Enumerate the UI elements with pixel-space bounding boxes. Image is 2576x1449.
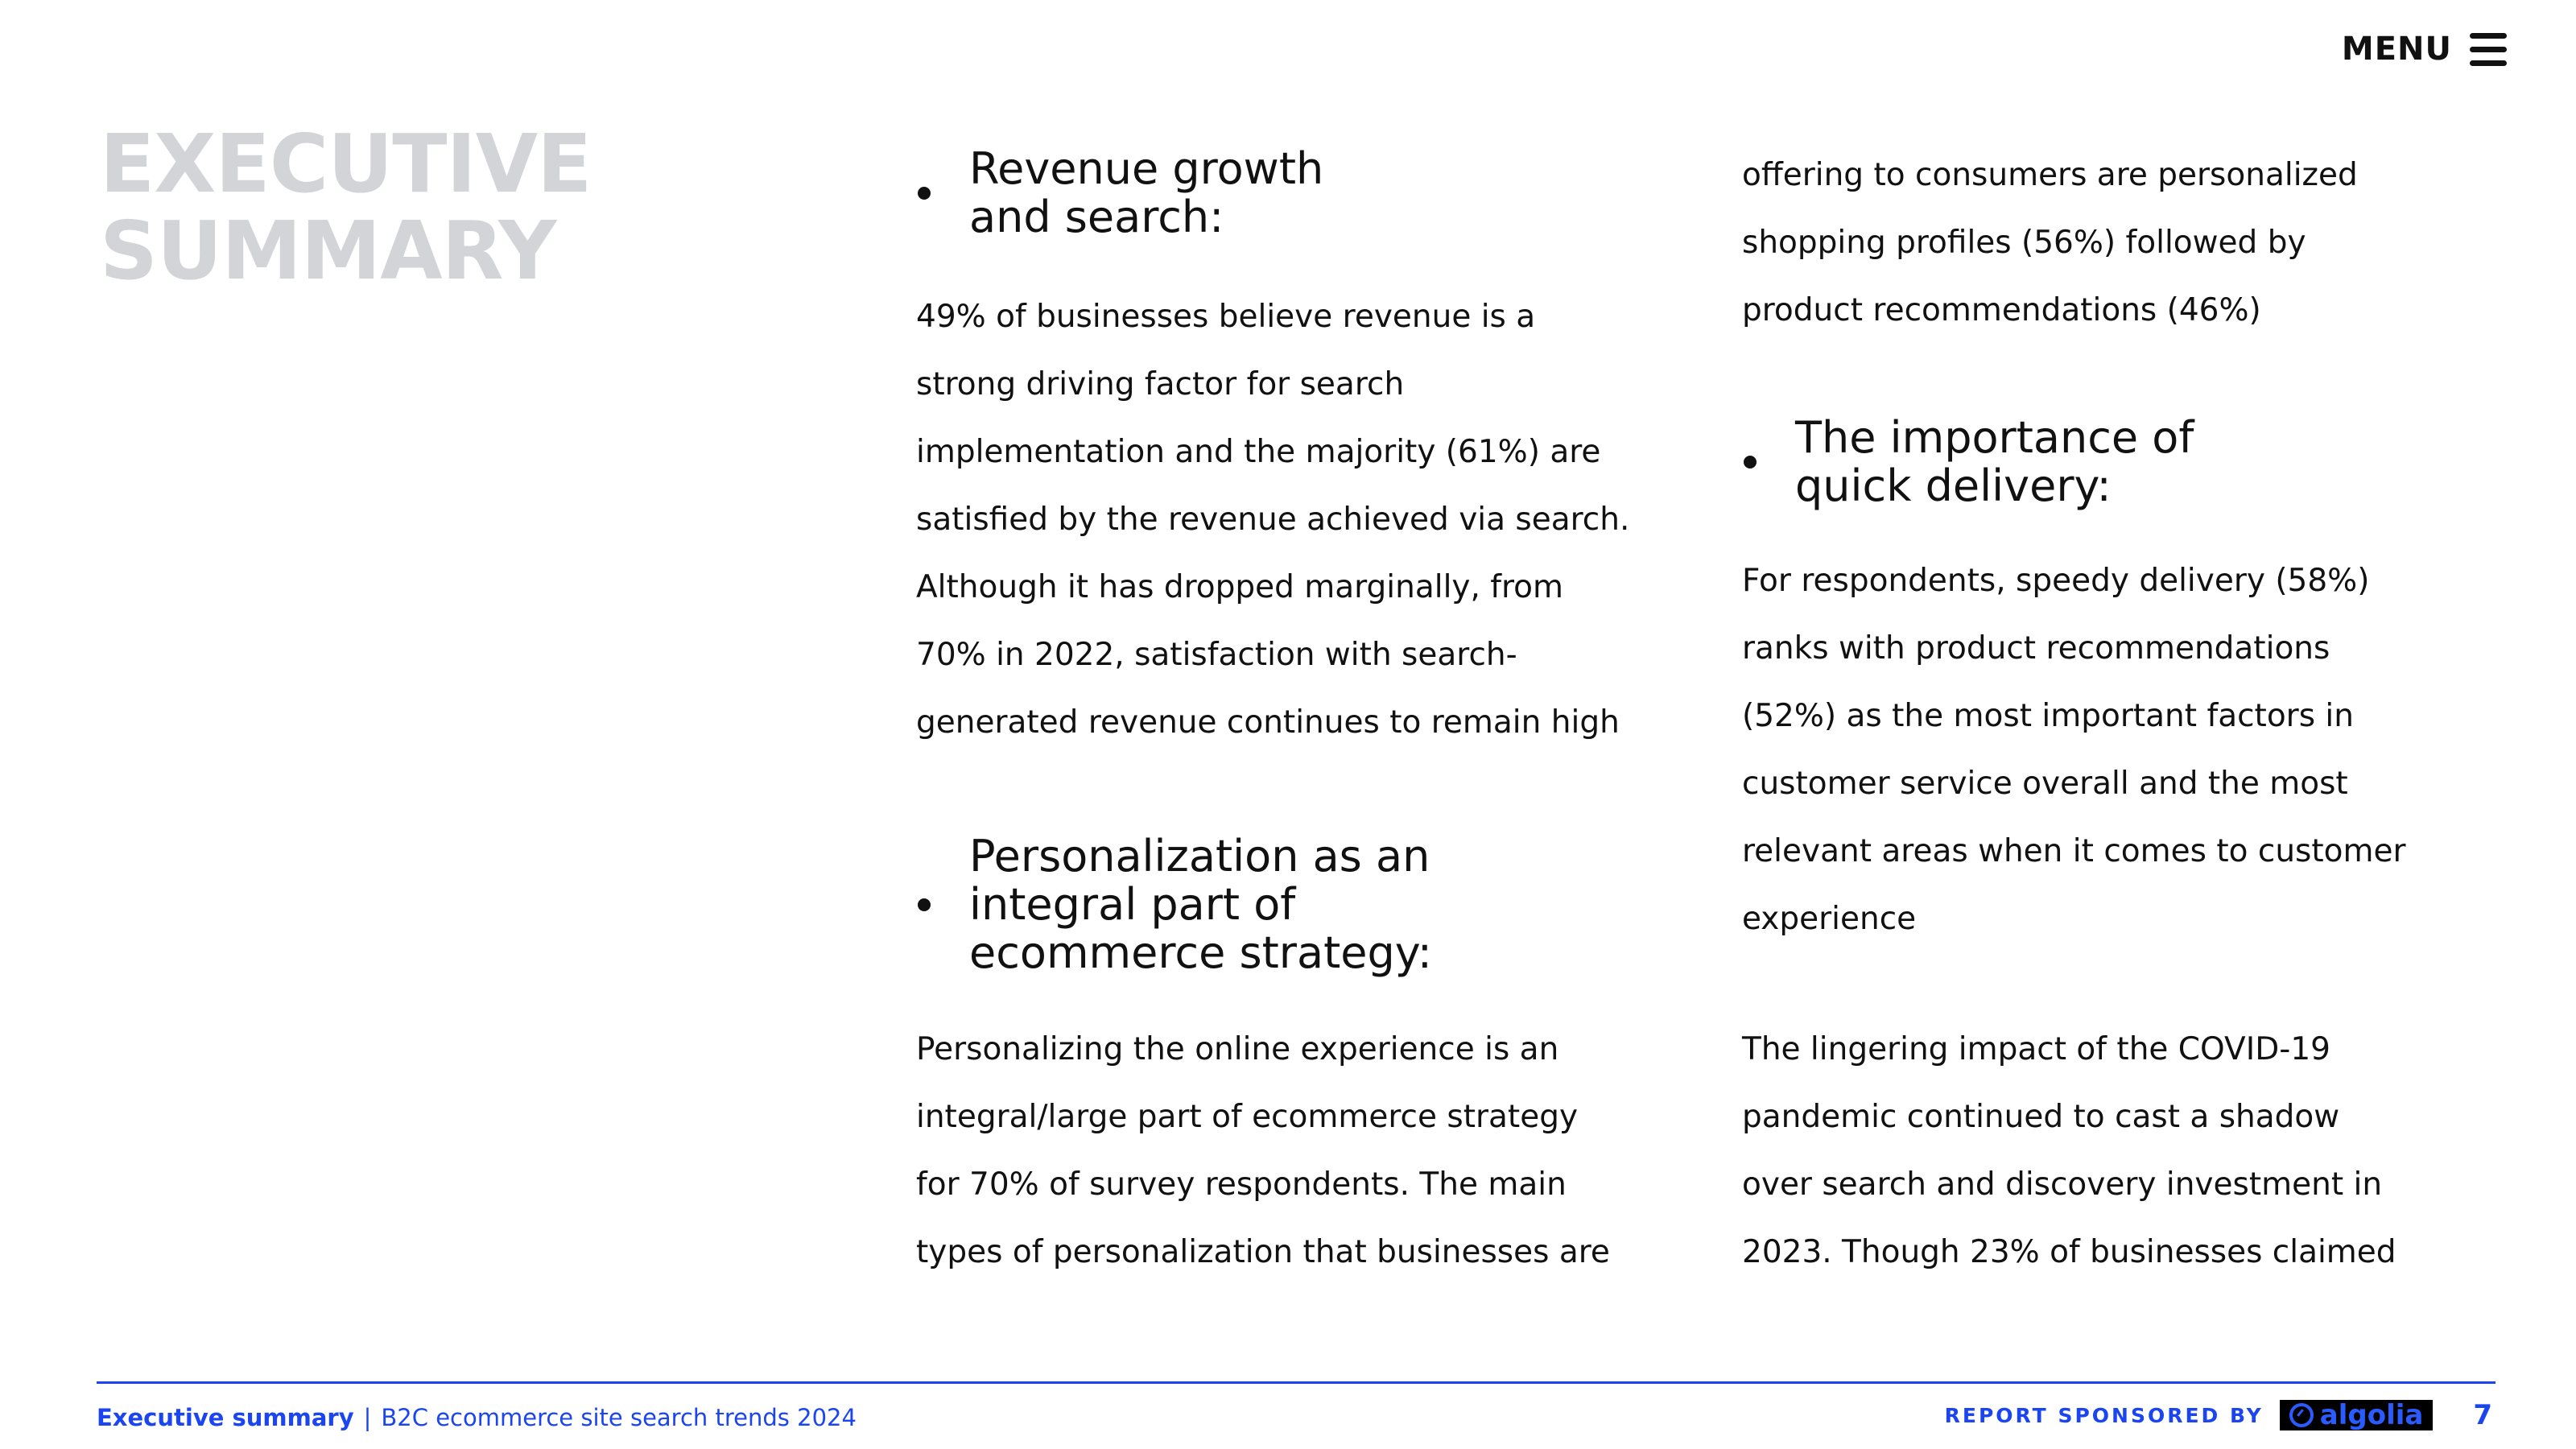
footer-report-title[interactable]: B2C ecommerce site search trends 2024 bbox=[381, 1404, 857, 1431]
body-line: product recommendations (46%) bbox=[1742, 292, 2261, 328]
body-line: over search and discovery investment in bbox=[1742, 1166, 2383, 1203]
section-body-revenue bbox=[916, 283, 1641, 757]
body-line: Personalizing the online experience is an bbox=[916, 1031, 1559, 1067]
page-title bbox=[100, 117, 592, 298]
body-line: experience bbox=[1742, 901, 1917, 937]
body-line: for 70% of survey respondents. The main bbox=[916, 1166, 1567, 1203]
section-body-covid bbox=[1742, 1016, 2434, 1286]
body-line: The lingering impact of the COVID-19 bbox=[1742, 1031, 2330, 1067]
section-body-personalization-continued bbox=[1742, 142, 2434, 345]
footer-breadcrumb bbox=[97, 1404, 857, 1431]
footer-separator: | bbox=[363, 1404, 372, 1431]
body-line: 49% of businesses believe revenue is a bbox=[916, 299, 1536, 335]
heading-line: Personalization as an bbox=[969, 831, 1430, 881]
section-heading-delivery bbox=[1742, 414, 2434, 510]
body-line: For respondents, speedy delivery (58%) bbox=[1742, 563, 2370, 599]
body-line: satisfied by the revenue achieved via search. bbox=[916, 502, 1630, 538]
page-title-line-2: SUMMARY bbox=[100, 204, 556, 298]
body-line: shopping profiles (56%) followed by bbox=[1742, 225, 2306, 261]
menu-button[interactable] bbox=[2342, 31, 2507, 68]
body-line: strong driving factor for search bbox=[916, 366, 1405, 402]
hamburger-icon bbox=[2470, 33, 2507, 66]
body-line: relevant areas when it comes to customer bbox=[1742, 833, 2406, 869]
body-line: ranks with product recommendations bbox=[1742, 630, 2330, 667]
bullet-icon bbox=[918, 187, 931, 200]
footer-divider bbox=[97, 1381, 2496, 1384]
menu-label: MENU bbox=[2341, 31, 2452, 68]
body-line: offering to consumers are personalized bbox=[1742, 157, 2358, 193]
heading-line: ecommerce strategy: bbox=[969, 927, 1432, 978]
body-line: customer service overall and the most bbox=[1742, 766, 2348, 802]
bullet-icon bbox=[1744, 456, 1757, 469]
heading-line: The importance of bbox=[1795, 412, 2194, 463]
content-column-left bbox=[916, 145, 1641, 1286]
section-body-personalization bbox=[916, 1016, 1641, 1286]
heading-line: quick delivery: bbox=[1795, 460, 2112, 511]
body-line: (52%) as the most important factors in bbox=[1742, 698, 2354, 734]
body-line: integral/large part of ecommerce strategy bbox=[916, 1099, 1579, 1135]
heading-line: Revenue growth bbox=[969, 143, 1324, 194]
bullet-icon bbox=[918, 898, 931, 911]
body-line: Although it has dropped marginally, from bbox=[916, 569, 1564, 605]
sponsor-label: REPORT SPONSORED BY bbox=[1944, 1403, 2264, 1427]
section-heading-personalization bbox=[916, 832, 1641, 977]
body-line: 70% in 2022, satisfaction with search- bbox=[916, 637, 1517, 673]
heading-line: integral part of bbox=[969, 879, 1296, 930]
section-body-delivery bbox=[1742, 547, 2434, 953]
body-line: types of personalization that businesses are bbox=[916, 1234, 1610, 1270]
page-number: 7 bbox=[2473, 1399, 2492, 1431]
footer-section-link[interactable]: Executive summary bbox=[97, 1404, 354, 1431]
body-line: implementation and the majority (61%) are bbox=[916, 434, 1601, 470]
algolia-logo[interactable] bbox=[2280, 1400, 2434, 1430]
section-heading-revenue bbox=[916, 145, 1641, 242]
body-line: 2023. Though 23% of businesses claimed bbox=[1742, 1234, 2396, 1270]
body-line: generated revenue continues to remain high bbox=[916, 704, 1620, 741]
page-title-line-1: EXECUTIVE bbox=[100, 117, 592, 211]
footer-sponsor bbox=[1945, 1399, 2492, 1431]
algolia-mark-icon bbox=[2289, 1403, 2314, 1427]
body-line: pandemic continued to cast a shadow bbox=[1742, 1099, 2340, 1135]
content-column-right bbox=[1742, 142, 2434, 1286]
heading-line: and search: bbox=[969, 192, 1224, 242]
algolia-logo-text: algolia bbox=[2319, 1399, 2424, 1431]
